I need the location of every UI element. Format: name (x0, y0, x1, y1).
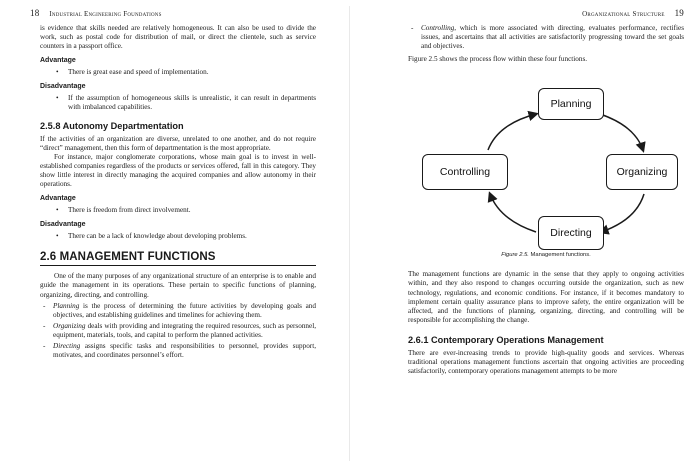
advantage-label: Advantage (40, 57, 76, 65)
function-item-planning: - Planning is the process of determining the future activities by developing goals and objectives, and establishing guidelines and timelines for achieving them. (43, 301, 316, 319)
node-planning: Planning (538, 88, 604, 120)
node-controlling: Controlling (422, 154, 508, 190)
list-item: • There is great ease and speed of implementation. (56, 68, 209, 77)
paragraph: If the activities of an organization are diverse, unrelated to one another, and do not require “direct” management, then this form of departmentation is the most appropriate. (40, 134, 316, 152)
right-running-head-title: Organizational Structure (582, 10, 665, 18)
bullet-icon: • (56, 232, 59, 241)
paragraph: There are ever-increasing trends to provide high-quality goods and services. Whereas traditional operations management functions ascertain that ongoing activities are proceeding satisfactorily, contemporary operations management attempts to be more (408, 348, 684, 376)
paragraph: For instance, major conglomerate corporations, whose main goal is to invest in well-established companies regardless of the products or services offered, fall in this category. They show little interest in directly managing the acquired companies and allow autonomy in their operations. (40, 152, 316, 189)
advantage-label: Advantage (40, 195, 76, 203)
figure-caption: Figure 2.5. Management functions. (501, 252, 591, 259)
right-page-number: 19 (674, 8, 684, 18)
left-text-column (40, 24, 316, 360)
right-page (350, 0, 700, 467)
function-item-controlling: - Controlling, which is more associated with directing, evaluates performance, rectifies issues, and ascertains that all activities are satisfactorily progressing toward the set goals and objectives. (411, 24, 684, 51)
arrow-controlling-to-planning (488, 114, 536, 150)
arrow-planning-to-organizing (600, 114, 643, 150)
disadvantage-label: Disadvantage (40, 83, 86, 91)
left-page-number: 18 (30, 8, 40, 18)
list-item: • There is freedom from direct involvement. (56, 206, 191, 215)
dash-icon: - (411, 24, 414, 32)
list-item: • If the assumption of homogeneous skills is unrealistic, it can result in departments with imbalanced capabilities. (56, 94, 316, 112)
section-heading-management-functions: 2.6 MANAGEMENT FUNCTIONS (40, 251, 316, 266)
management-functions-diagram (408, 70, 684, 250)
section-heading-contemporary-operations: 2.6.1 Contemporary Operations Management (408, 334, 604, 345)
disadvantage-label: Disadvantage (40, 221, 86, 229)
function-item-organizing: - Organizing deals with providing and integrating the required resources, such as personnel, equipment, materials, tools, and capital to perform the planned activities. (43, 321, 316, 339)
dash-icon: - (43, 301, 46, 310)
bullet-icon: • (56, 94, 59, 103)
node-directing: Directing (538, 216, 604, 250)
paragraph: The management functions are dynamic in the sense that they apply to ongoing activities within, and they also respond to changes occurring outside the organization, such as new technology, regulations, and economic conditions. For instance, if it becomes mandatory to implement certain quality assurance plans to improve safety, the entire organization will be affected, and the functions of planning, organizing, directing, and controlling will be responsible for accomplishing the change. (408, 270, 684, 324)
bullet-icon: • (56, 206, 59, 215)
figure-intro-paragraph: Figure 2.5 shows the process flow within these four functions. (408, 55, 588, 64)
left-running-head-title: Industrial Engineering Foundations (49, 10, 162, 18)
intro-paragraph: is evidence that skills needed are relatively homogeneous. It can also be used to divide the work, such as postal code for distribution of mail, or direct the clientele, such as service counters in a passport office. (40, 24, 316, 51)
dash-icon: - (43, 321, 46, 330)
dash-icon: - (43, 341, 46, 350)
node-organizing: Organizing (606, 154, 678, 190)
bullet-icon: • (56, 68, 59, 77)
left-running-head (30, 8, 162, 18)
right-running-head (582, 8, 684, 18)
function-item-directing: - Directing assigns specific tasks and responsibilities to personnel, provides support, motivates, and coordinates personnel’s effort. (43, 341, 316, 360)
arrow-directing-to-controlling (490, 194, 536, 232)
arrow-organizing-to-directing (601, 194, 644, 232)
paragraph: One of the many purposes of any organizational structure of an enterprise is to enable and guide the management in its operations. These pertain to specific functions of planning, organizing, directing, and controlling. (40, 272, 316, 299)
list-item: • There can be a lack of knowledge about developing problems. (56, 232, 247, 241)
section-heading-autonomy: 2.5.8 Autonomy Departmentation (40, 120, 184, 131)
right-text-column (408, 24, 684, 376)
